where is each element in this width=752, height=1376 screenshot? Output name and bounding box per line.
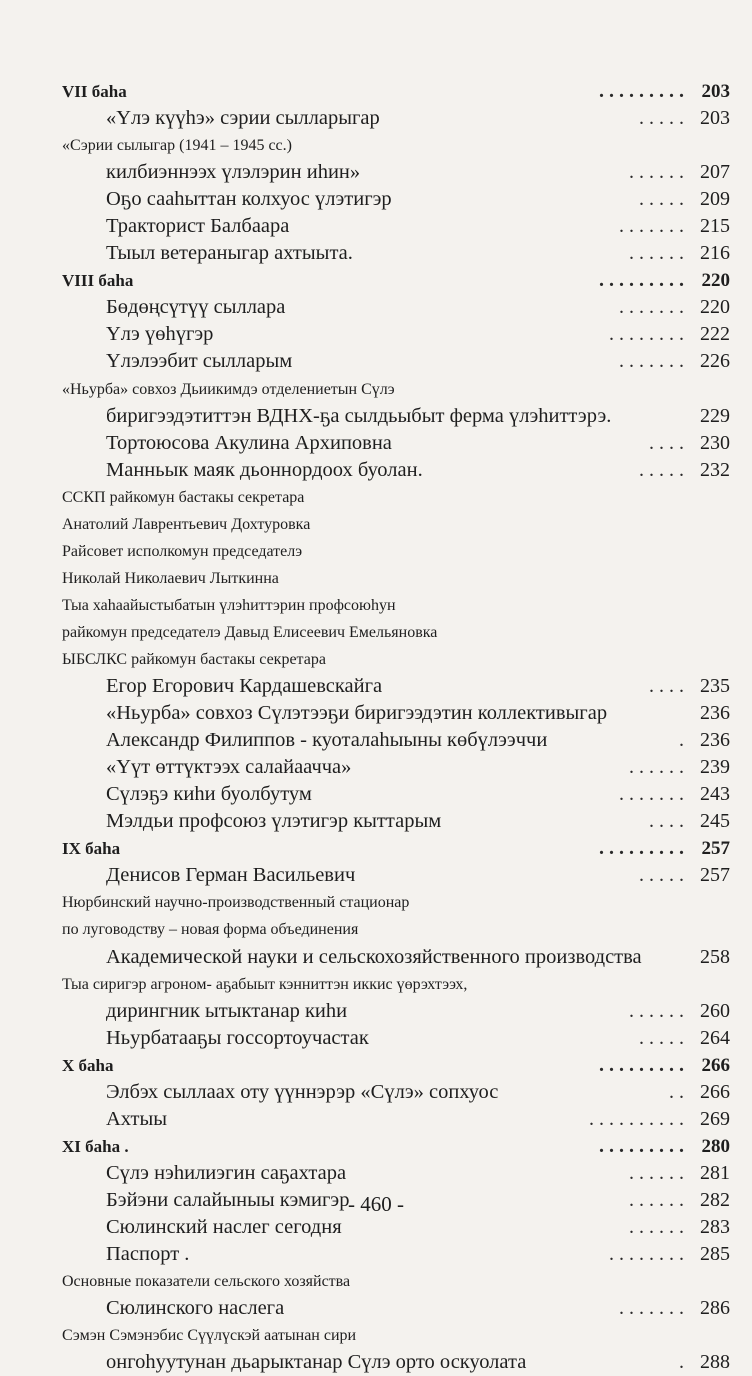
toc-entry <box>62 213 730 240</box>
toc-entry-title: биригээдэтиттэн ВДНХ-ҕа сылдьыбыт ферма үлэhиттэрэ. <box>106 404 612 427</box>
toc-page-number: 216 <box>700 242 730 265</box>
dot-leader: . . . . <box>649 675 684 698</box>
chapter-heading <box>62 78 730 105</box>
chapter-heading <box>62 267 730 294</box>
chapter-heading <box>62 835 730 862</box>
toc-entry <box>62 592 730 619</box>
toc-entry-title: Бөдөңсүтүү сыллара <box>106 296 286 319</box>
toc-entry-title: Үлэлээбит сылларым <box>106 350 293 373</box>
toc-page-number: 258 <box>700 945 730 968</box>
toc-entry <box>62 430 730 457</box>
toc-page-number: 257 <box>700 864 730 887</box>
dot-leader: . . . . . . . . . <box>599 80 684 102</box>
toc-page-number: 203 <box>701 81 730 102</box>
toc-page-number: 288 <box>700 1351 730 1374</box>
toc-entry <box>62 403 730 430</box>
toc-entry-title: X баhа <box>62 1055 114 1075</box>
toc-page-number: 245 <box>700 810 730 833</box>
toc-page-number: 283 <box>700 1215 730 1238</box>
toc-entry-title: Денисов Герман Васильевич <box>106 864 356 887</box>
toc-page-number: 239 <box>700 756 730 779</box>
toc-page-number: 257 <box>701 838 730 860</box>
toc-entry <box>62 998 730 1025</box>
toc-entry-title: VII баhа <box>62 82 127 101</box>
toc-entry-title: Тортоюсова Акулина Архиповна <box>106 431 392 454</box>
toc-page-number: 269 <box>700 1107 730 1130</box>
toc-page-number: 229 <box>700 404 730 427</box>
toc-entry-title: Сүлэҕэ киhи буолбутум <box>106 783 312 806</box>
toc-entry <box>62 565 730 592</box>
dot-leader: . . . . . . <box>629 756 684 779</box>
toc-entry-title: дирингник ытыктанар киhи <box>106 999 348 1022</box>
toc-entry-title: по луговодству – новая форма объединения <box>62 921 359 939</box>
toc-entry <box>62 1106 730 1133</box>
toc-entry-title: Сюлинский наслег сегодня <box>106 1215 342 1238</box>
toc-entry <box>62 862 730 889</box>
toc-entry-title: Тракторист Балбаара <box>106 215 290 238</box>
dot-leader: . . . . . . . <box>619 350 684 373</box>
toc-entry-title: VIII баhа <box>62 271 134 291</box>
toc-entry <box>62 348 730 375</box>
dot-leader: . . . . . . <box>629 1215 684 1238</box>
dot-leader: . . . . . . . . . <box>599 269 684 292</box>
toc-entry <box>62 808 730 835</box>
toc-entry-title: Тыыл ветераныгар ахтыыта. <box>106 242 353 265</box>
toc-entry-title: Сэмэн Сэмэнэбис Сүүлүскэй аатынан сири <box>62 1327 357 1345</box>
table-of-contents <box>62 78 730 1376</box>
toc-page-number: 207 <box>700 161 730 184</box>
toc-entry-title: Райсовет исполкомун председателэ <box>62 542 303 560</box>
toc-entry <box>62 619 730 646</box>
toc-entry <box>62 132 730 159</box>
toc-entry <box>62 1295 730 1322</box>
toc-page-number: 243 <box>700 783 730 806</box>
dot-leader: . . <box>669 1080 684 1103</box>
toc-entry-title: Сюлинского наслега <box>106 1297 285 1320</box>
toc-entry <box>62 1079 730 1106</box>
toc-page-number: 209 <box>700 188 730 211</box>
toc-entry <box>62 240 730 267</box>
toc-entry <box>62 538 730 565</box>
toc-entry-title: Александр Филиппов - куоталаhыыны көбүлээччи <box>106 729 548 752</box>
toc-entry-title: Үлэ үөhүгэр <box>106 323 214 346</box>
toc-page-number: 220 <box>701 270 730 292</box>
toc-entry-title: «Сэрии сылыгар (1941 – 1945 сс.) <box>62 137 292 155</box>
dot-leader: . . . . . . <box>629 1161 684 1184</box>
toc-entry <box>62 1322 730 1349</box>
toc-entry <box>62 944 730 971</box>
toc-entry-title: Тыа сиригэр агроном- аҕабыыт кэнниттэн иккис үөрэхтээх, <box>62 975 468 993</box>
toc-entry-title: Основные показатели сельского хозяйства <box>62 1273 351 1291</box>
toc-entry <box>62 1241 730 1268</box>
toc-entry <box>62 457 730 484</box>
toc-entry-title: Анатолий Лаврентьевич Дохтуровка <box>62 515 311 533</box>
toc-entry <box>62 727 730 754</box>
dot-leader: . <box>679 729 684 752</box>
toc-page-number: 282 <box>700 1188 730 1211</box>
toc-entry-title: Сүлэ нэhилиэгин саҕахтара <box>106 1161 347 1184</box>
toc-page-number: 266 <box>701 1054 730 1076</box>
toc-entry-title: райкомун председателэ Давыд Елисеевич Емельяновка <box>62 623 438 641</box>
dot-leader: . . . . . <box>639 458 684 481</box>
dot-leader: . . . . . . <box>629 161 684 184</box>
toc-entry-title: Оҕо сааhыттан колхуос үлэтигэр <box>106 188 392 211</box>
dot-leader: . . . . . . . . . <box>599 837 684 860</box>
toc-entry-title: XI баhа . <box>62 1136 129 1156</box>
toc-entry-title: «Ньурба» совхоз Дьиикимдэ отделениетын Сүлэ <box>62 380 395 398</box>
dot-leader: . . . . . . . . . <box>599 1134 684 1157</box>
toc-entry <box>62 700 730 727</box>
toc-entry <box>62 186 730 213</box>
toc-page-number: 286 <box>700 1297 730 1320</box>
toc-page-number: 215 <box>700 215 730 238</box>
toc-entry-title: Мэлдьи профсоюз үлэтигэр кыттарым <box>106 810 442 833</box>
toc-page-number: 236 <box>700 702 730 725</box>
toc-entry <box>62 484 730 511</box>
chapter-heading <box>62 1052 730 1079</box>
toc-entry-title: Тыа хаhаайыстыбатын үлэhиттэрин профсоюhун <box>62 596 396 614</box>
toc-page-number: 226 <box>700 350 730 373</box>
toc-entry-title: ССКП райкомун бастакы секретара <box>62 488 305 506</box>
dot-leader: . . . . . <box>639 1026 684 1049</box>
toc-page-number: 236 <box>700 729 730 752</box>
toc-page-number: 280 <box>701 1135 730 1157</box>
toc-entry-title: Паспорт . <box>106 1243 190 1266</box>
toc-entry <box>62 1268 730 1295</box>
toc-entry <box>62 321 730 348</box>
page-number: - 460 - <box>348 1192 404 1216</box>
toc-entry <box>62 159 730 186</box>
toc-entry-title: ЫБСЛКС райкомун бастакы секретара <box>62 650 326 668</box>
toc-entry-title: Ньурбатааҕы госсортоучастак <box>106 1026 369 1049</box>
toc-page-number: 281 <box>700 1161 730 1184</box>
dot-leader: . . . . . <box>639 188 684 211</box>
toc-entry-title: Николай Николаевич Лыткинна <box>62 569 279 587</box>
dot-leader: . . . . . . <box>629 1188 684 1211</box>
dot-leader: . . . . . . . <box>619 783 684 806</box>
toc-entry <box>62 1349 730 1376</box>
toc-entry <box>62 105 730 132</box>
toc-entry-title: «Үүт өттүктээх салайаачча» <box>106 756 352 779</box>
toc-page-number: 264 <box>700 1026 730 1049</box>
toc-entry-title: килбиэннээх үлэлэрин иhин» <box>106 161 361 184</box>
dot-leader: . . . . . . . . . . <box>589 1107 684 1130</box>
dot-leader: . <box>679 1351 684 1374</box>
toc-page-number: 235 <box>700 675 730 698</box>
toc-entry-title: Егор Егорович Кардашевскайга <box>106 675 383 698</box>
toc-entry <box>62 1025 730 1052</box>
toc-entry-title: Манньык маяк дьоннордоох буолан. <box>106 458 423 481</box>
toc-entry <box>62 754 730 781</box>
toc-page-number: 230 <box>700 431 730 454</box>
toc-entry-title: онгоhуутунан дьарыктанар Сүлэ орто оскуолата <box>106 1351 527 1374</box>
toc-entry <box>62 294 730 321</box>
toc-entry <box>62 1160 730 1187</box>
dot-leader: . . . . . <box>639 864 684 887</box>
dot-leader: . . . . . . . . <box>609 323 684 346</box>
toc-page-number: 285 <box>700 1243 730 1266</box>
dot-leader: . . . . <box>649 810 684 833</box>
toc-entry-title: Ахтыы <box>106 1107 168 1130</box>
dot-leader: . . . . . . . <box>619 1297 684 1320</box>
toc-entry-title: IX баhа <box>62 839 121 859</box>
toc-entry <box>62 971 730 998</box>
toc-page-number: 260 <box>700 999 730 1022</box>
dot-leader: . . . . . <box>639 107 684 130</box>
toc-entry-title: Элбэх сыллаах оту үүннэрэр «Сүлэ» сопхуос <box>106 1080 499 1103</box>
toc-entry-title: Академической науки и сельскохозяйственного производства <box>106 945 642 968</box>
toc-entry <box>62 511 730 538</box>
toc-page-number: 222 <box>700 323 730 346</box>
toc-entry-title: Бэйэни салайыныы кэмигэр <box>106 1188 350 1211</box>
dot-leader: . . . . . . <box>629 242 684 265</box>
dot-leader: . . . . . . . . . <box>599 1053 684 1076</box>
toc-page-number: 232 <box>700 458 730 481</box>
dot-leader: . . . . . . <box>629 999 684 1022</box>
dot-leader: . . . . . . . . <box>609 1243 684 1266</box>
toc-entry <box>62 673 730 700</box>
chapter-heading <box>62 1133 730 1160</box>
toc-entry-title: «Ньурба» совхоз Сүлэтээҕи биригээдэтин коллективыгар <box>106 702 608 725</box>
toc-entry <box>62 646 730 673</box>
toc-page-number: 203 <box>700 107 730 130</box>
toc-entry <box>62 916 730 943</box>
toc-entry-title: Нюрбинский научно-производственный стационар <box>62 894 410 912</box>
toc-entry <box>62 889 730 916</box>
toc-entry <box>62 376 730 403</box>
dot-leader: . . . . . . . <box>619 215 684 238</box>
toc-entry <box>62 781 730 808</box>
toc-entry-title: «Үлэ күүhэ» сэрии сылларыгар <box>106 107 380 130</box>
toc-page-number: 266 <box>700 1080 730 1103</box>
dot-leader: . . . . <box>649 431 684 454</box>
dot-leader: . . . . . . . <box>619 296 684 319</box>
toc-page-number: 220 <box>700 296 730 319</box>
toc-entry <box>62 1214 730 1241</box>
